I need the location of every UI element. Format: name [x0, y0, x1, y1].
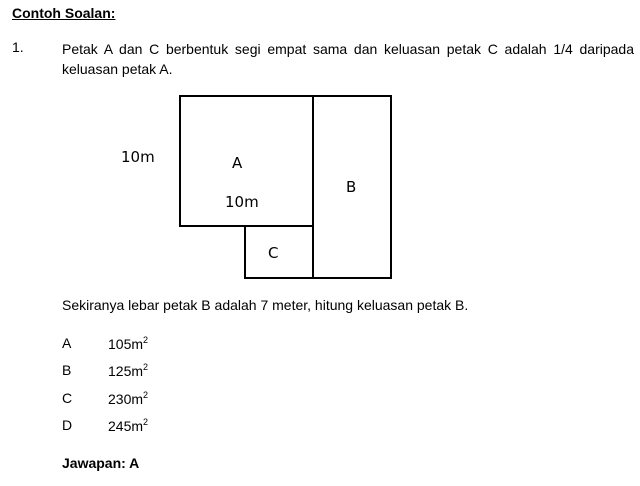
option-b-letter: B	[62, 362, 72, 378]
plot-b-label: B	[346, 178, 357, 196]
side-length-label: 10m	[121, 148, 155, 166]
option-d-letter: D	[62, 417, 73, 433]
option-c-value: $230m^2$	[108, 390, 149, 407]
option-a-letter: A	[62, 335, 72, 351]
plot-a-label: A	[232, 154, 243, 172]
option-c-letter: C	[62, 390, 73, 406]
plot-c	[244, 225, 314, 279]
question-text: Sekiranya lebar petak B adalah 7 meter, hitung keluasan petak B.	[62, 297, 469, 313]
answer: Jawapan: A	[62, 455, 140, 471]
option-d-value: $245m^2$	[108, 417, 149, 434]
option-b-value: $125m^2$	[108, 362, 149, 379]
question-intro: Petak A dan C berbentuk segi empat sama dan keluasan petak C adalah 1/4 daripada keluasan petak A.	[62, 41, 634, 77]
plot-a-width-label: 10m	[225, 193, 259, 211]
plot-c-label: C	[268, 244, 279, 262]
option-a-value: $105m^2$	[108, 335, 149, 352]
question-number: 1.	[12, 39, 24, 55]
section-heading: Contoh Soalan:	[12, 5, 116, 21]
